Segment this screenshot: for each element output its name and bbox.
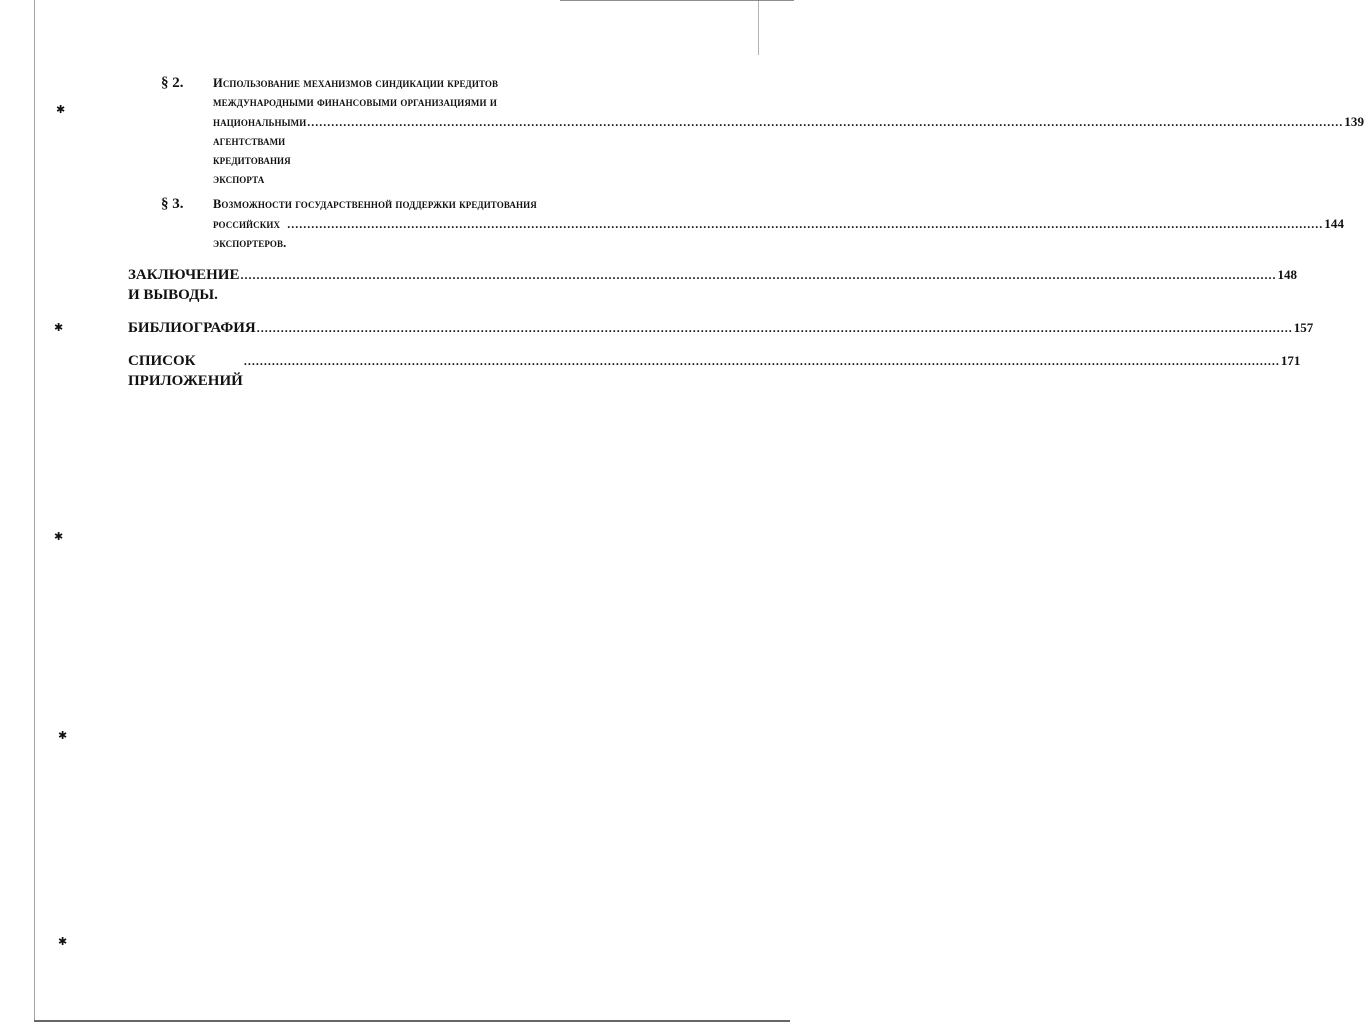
section-title: [213, 74, 1364, 189]
scan-left-edge: [34, 0, 35, 1020]
binding-mark: ✱: [56, 103, 66, 116]
page-number: 139: [1344, 114, 1364, 129]
title-line: российских экспортеров.: [213, 217, 287, 250]
toc-subsection[interactable]: [128, 195, 1345, 253]
entry-title: СПИСОК ПРИЛОЖЕНИЙ: [128, 353, 243, 389]
title-last-line: [213, 112, 1364, 189]
page-number: 171: [1280, 353, 1301, 368]
entry-title: БИБЛИОГРАФИЯ: [128, 320, 256, 336]
page-number: 148: [1277, 267, 1297, 282]
dot-leader: [307, 113, 1343, 132]
dot-leader: [257, 318, 1293, 338]
dot-leader: [240, 265, 1276, 285]
title-line: международными финансовыми организациями и: [213, 95, 497, 109]
scan-right-edge: [758, 0, 759, 55]
section-number: § 3.: [161, 196, 184, 212]
binding-mark: ✱: [54, 530, 64, 543]
title-line: Использование механизмов синдикации кредитов: [213, 76, 499, 90]
section-number: § 2.: [161, 75, 184, 91]
toc-entry-appendices[interactable]: [128, 351, 1301, 391]
toc-entry-bibliography[interactable]: [128, 318, 1314, 338]
title-line: национальными агентствами кредитования экспорта: [213, 115, 307, 186]
toc-subsection[interactable]: [128, 74, 1364, 189]
binding-mark: ✱: [54, 321, 64, 334]
dot-leader: [244, 351, 1280, 371]
page-number: 157: [1293, 320, 1314, 335]
binding-mark: ✱: [58, 935, 68, 948]
binding-mark: ✱: [58, 729, 68, 742]
toc-entry-conclusion[interactable]: [128, 265, 1297, 305]
page-number: 144: [1324, 216, 1345, 231]
section-title: [213, 195, 1344, 253]
title-line: Возможности государственной поддержки кредитования: [213, 197, 537, 211]
entry-title: ЗАКЛЮЧЕНИЕ И ВЫВОДЫ.: [128, 267, 240, 303]
dot-leader: [287, 215, 1323, 234]
table-of-contents: [128, 74, 1364, 404]
scan-bottom-edge: [34, 1020, 790, 1022]
title-last-line: [213, 214, 1344, 253]
